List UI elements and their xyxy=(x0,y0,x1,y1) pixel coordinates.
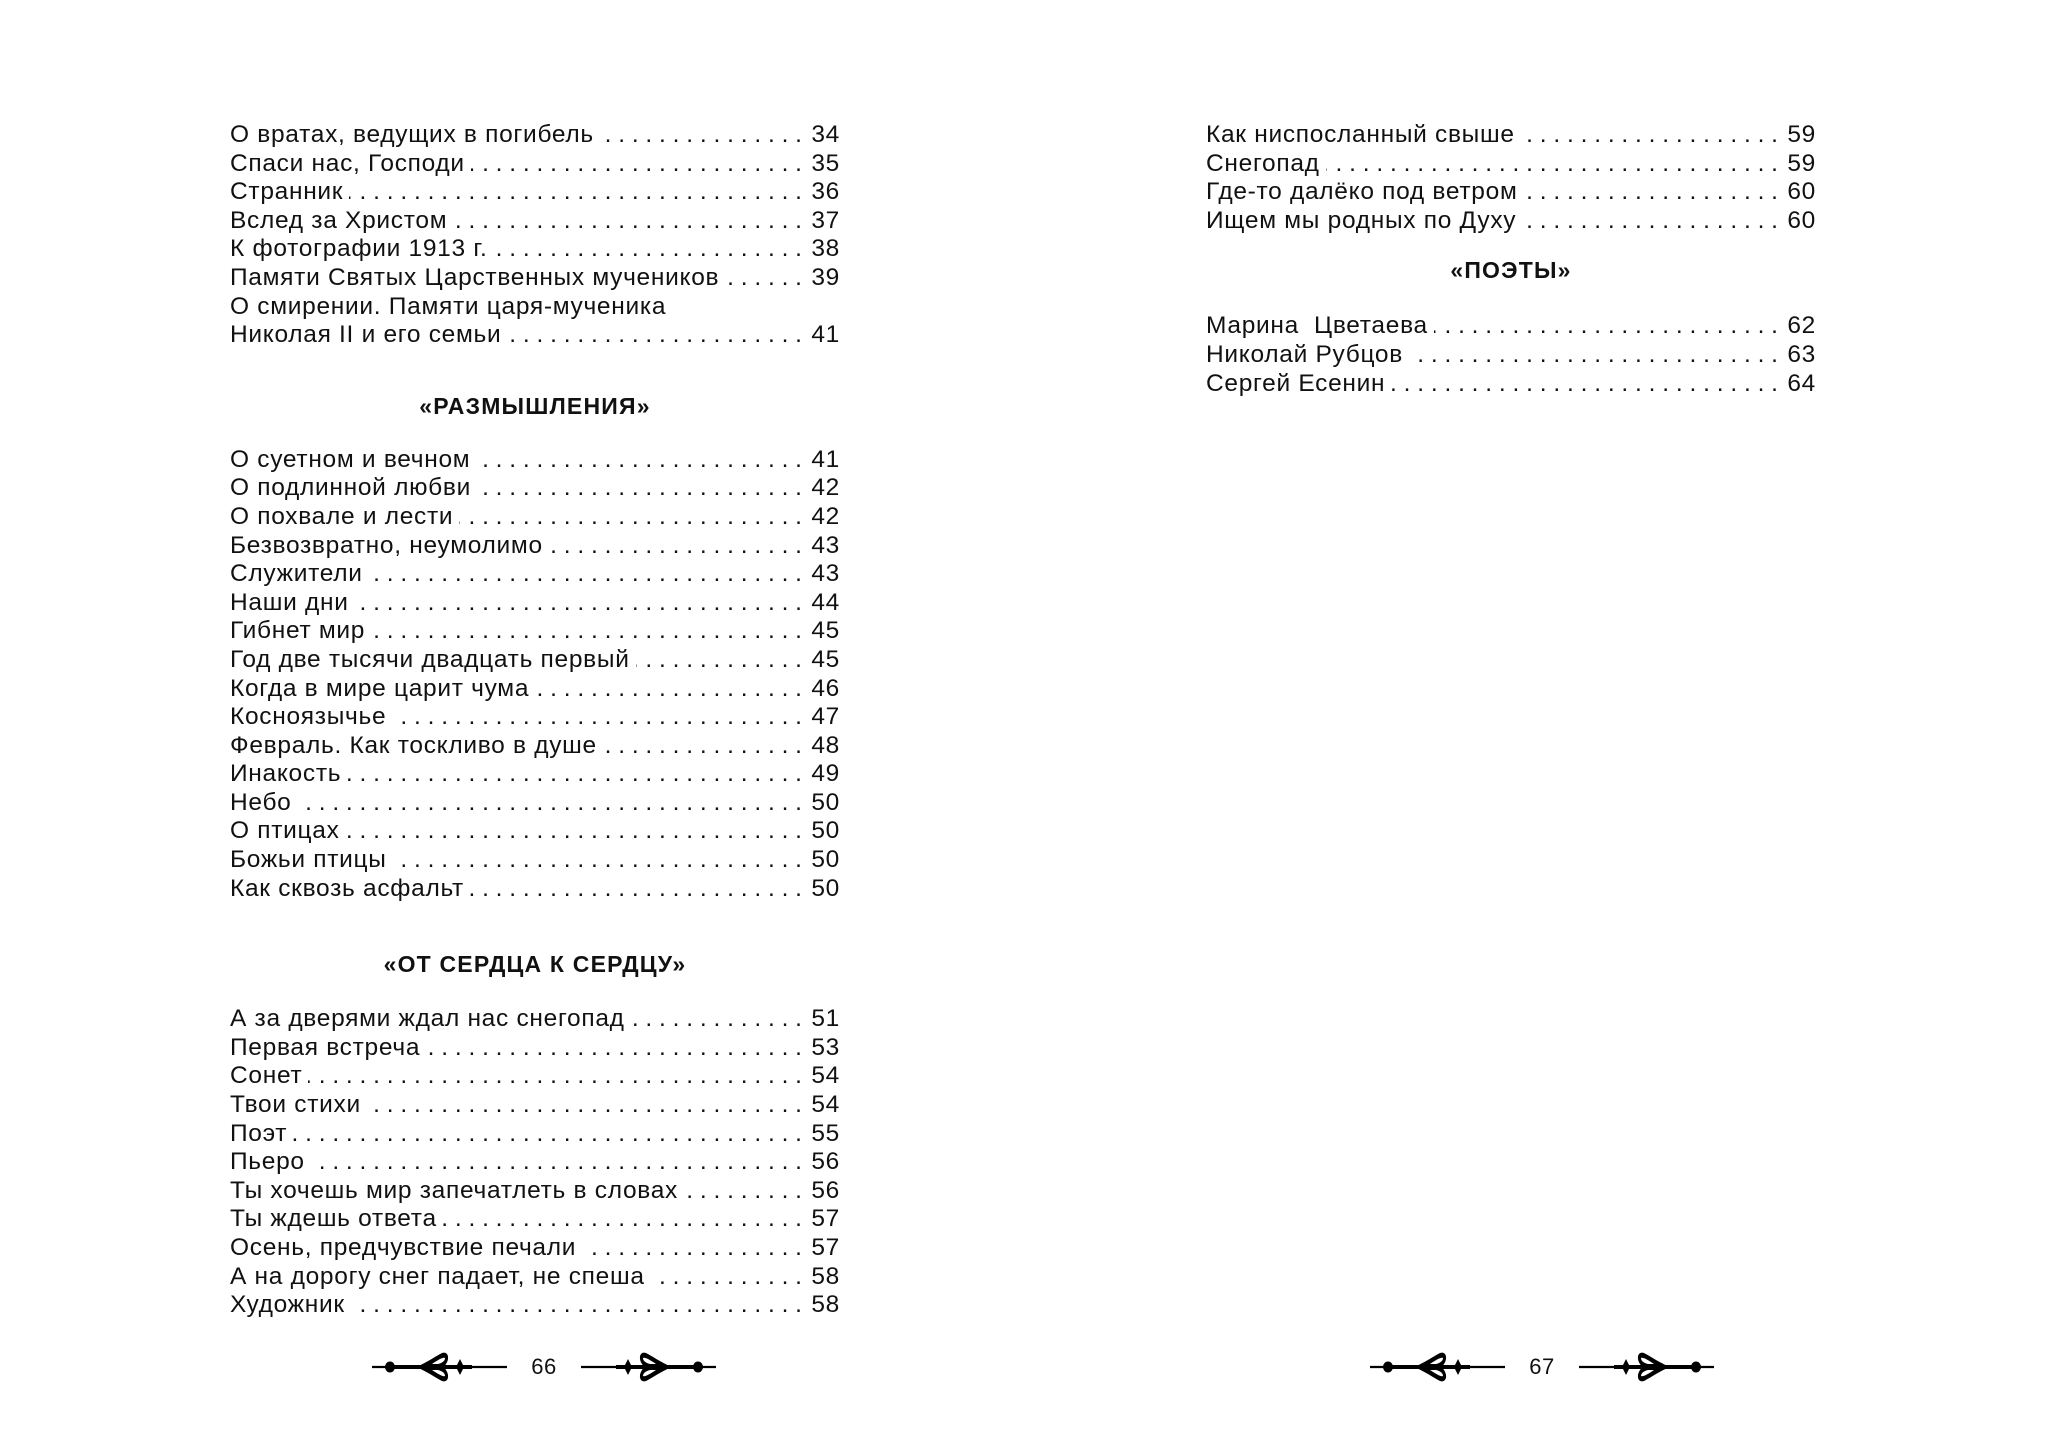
entry-title: К фотографии 1913 г. xyxy=(230,235,488,263)
entry-page-number: 50 xyxy=(811,874,840,902)
toc-entry[interactable] xyxy=(1206,207,1816,236)
entry-title: Год две тысячи двадцать первый xyxy=(230,645,630,673)
entry-title: Наши дни xyxy=(230,588,349,616)
dot-leader xyxy=(293,1120,802,1149)
toc-entry[interactable] xyxy=(230,1034,840,1063)
entry-page-number: 44 xyxy=(811,588,840,616)
page-number: 66 xyxy=(531,1354,557,1379)
entry-page-number: 39 xyxy=(811,263,840,291)
entry-title: Гибнет мир xyxy=(230,617,366,645)
entry-page-number: 41 xyxy=(811,321,840,349)
entry-page-number: 58 xyxy=(811,1291,840,1319)
dot-leader xyxy=(311,1148,802,1177)
toc-entry[interactable] xyxy=(1206,312,1816,341)
dot-leader xyxy=(476,446,802,475)
dot-leader xyxy=(298,789,802,818)
fleuron-left-icon xyxy=(1370,1352,1510,1382)
entry-title: Сонет xyxy=(230,1062,303,1090)
entry-title: О вратах, ведущих в погибель xyxy=(230,121,594,148)
toc-entry[interactable] xyxy=(230,760,840,789)
entry-page-number: 59 xyxy=(1787,149,1816,177)
toc-entry[interactable] xyxy=(230,1263,840,1292)
toc-entry[interactable] xyxy=(230,207,840,236)
entry-page-number: 50 xyxy=(811,817,840,845)
entry-title-continued: Николая II и его семьи xyxy=(230,321,502,349)
entry-title: О птицах xyxy=(230,817,340,845)
dot-leader xyxy=(477,474,802,503)
dot-leader xyxy=(369,560,802,589)
toc-entry[interactable] xyxy=(1206,370,1816,399)
entry-title: Служители xyxy=(230,560,363,588)
entry-page-number: 45 xyxy=(811,617,840,645)
entry-page-number: 56 xyxy=(811,1148,840,1176)
fleuron-right-icon xyxy=(576,1352,716,1382)
toc-entry[interactable] xyxy=(1206,341,1816,370)
entry-page-number: 43 xyxy=(811,531,840,559)
toc-entry[interactable] xyxy=(230,1234,840,1263)
entry-page-number: 34 xyxy=(811,121,840,148)
toc-entry[interactable] xyxy=(230,1291,840,1320)
toc-entry[interactable] xyxy=(230,617,840,646)
entry-page-number: 36 xyxy=(811,178,840,206)
entry-page-number: 54 xyxy=(811,1091,840,1119)
toc-entry[interactable] xyxy=(230,121,840,150)
toc-entry[interactable] xyxy=(230,1148,840,1177)
page-number: 67 xyxy=(1529,1354,1555,1379)
section-heading: «РАЗМЫШЛЕНИЯ» xyxy=(419,392,651,419)
section-heading: «ПОЭТЫ» xyxy=(1450,257,1572,284)
dot-leader xyxy=(349,178,802,207)
entry-page-number: 47 xyxy=(811,703,840,731)
entry-page-number: 60 xyxy=(1787,206,1816,234)
entry-title: Ты ждешь ответа xyxy=(230,1205,437,1233)
toc-entry[interactable] xyxy=(230,1005,840,1034)
dot-leader xyxy=(1391,370,1778,399)
toc-entry[interactable] xyxy=(230,1177,840,1206)
entry-title: Пьеро xyxy=(230,1148,305,1176)
toc-entry[interactable] xyxy=(230,178,840,207)
toc-entry-line2[interactable] xyxy=(230,321,840,350)
entry-title: Вслед за Христом xyxy=(230,206,448,234)
entry-title: О смирении. Памяти царя-мученика xyxy=(230,292,667,320)
toc-entry[interactable] xyxy=(230,675,840,704)
entry-title: Памяти Святых Царственных мучеников xyxy=(230,263,720,291)
entry-page-number: 57 xyxy=(811,1234,840,1261)
entry-title: О похвале и лести xyxy=(230,502,454,530)
entry-page-number: 50 xyxy=(811,788,840,816)
dot-leader xyxy=(1326,150,1778,179)
entry-page-number: 42 xyxy=(811,502,840,530)
entry-title: Как ниспосланный свыше xyxy=(1206,121,1515,148)
table-of-contents xyxy=(230,121,840,1320)
entry-title: Поэт xyxy=(230,1119,288,1147)
entry-title: Николай Рубцов xyxy=(1206,340,1403,368)
toc-entry[interactable] xyxy=(230,446,840,475)
dot-leader xyxy=(371,617,802,646)
dot-leader xyxy=(1523,178,1778,207)
entry-title: Когда в мире царит чума xyxy=(230,674,530,702)
toc-entry[interactable] xyxy=(230,1091,840,1120)
toc-entry[interactable] xyxy=(1206,178,1816,207)
toc-entry[interactable] xyxy=(230,1120,840,1149)
dot-leader xyxy=(651,1263,802,1292)
entry-page-number: 53 xyxy=(811,1033,840,1061)
entry-page-number: 62 xyxy=(1787,312,1816,340)
entry-title: Марина Цветаева xyxy=(1206,312,1428,340)
dot-leader xyxy=(392,703,802,732)
entry-title: Небо xyxy=(230,788,292,816)
toc-entry[interactable] xyxy=(230,846,840,875)
entry-page-number: 59 xyxy=(1787,121,1816,148)
toc-entry[interactable] xyxy=(230,1062,840,1091)
toc-entry[interactable] xyxy=(230,474,840,503)
toc-entry[interactable] xyxy=(230,1205,840,1234)
toc-entry[interactable] xyxy=(230,150,840,179)
entry-title: Снегопад xyxy=(1206,149,1320,177)
entry-page-number: 41 xyxy=(811,445,840,473)
page-footer xyxy=(1370,1352,1714,1382)
entry-page-number: 42 xyxy=(811,474,840,502)
entry-title: Сергей Есенин xyxy=(1206,369,1386,397)
entry-page-number: 54 xyxy=(811,1062,840,1090)
entry-page-number: 49 xyxy=(811,760,840,788)
dot-leader xyxy=(636,646,802,675)
entry-title: Косноязычье xyxy=(230,703,387,731)
toc-entry[interactable] xyxy=(230,264,840,293)
entry-title: Спаси нас, Господи xyxy=(230,149,465,177)
dot-leader xyxy=(346,817,802,846)
toc-entry[interactable] xyxy=(1206,121,1816,150)
entry-page-number: 60 xyxy=(1787,178,1816,206)
dot-leader xyxy=(393,846,802,875)
dot-leader xyxy=(549,532,802,561)
dot-leader xyxy=(600,121,802,150)
entry-page-number: 38 xyxy=(811,235,840,263)
entry-title: О суетном и вечном xyxy=(230,445,471,473)
entry-page-number: 37 xyxy=(811,206,840,234)
entry-page-number: 58 xyxy=(811,1262,840,1290)
dot-leader xyxy=(367,1091,802,1120)
toc-entry[interactable] xyxy=(230,646,840,675)
entry-title: Первая встреча xyxy=(230,1033,421,1061)
entry-page-number: 45 xyxy=(811,645,840,673)
section-heading: «ОТ СЕРДЦА К СЕРДЦУ» xyxy=(383,951,687,978)
right-page xyxy=(1029,0,2058,1454)
dot-leader xyxy=(347,760,802,789)
entry-title: Твои стихи xyxy=(230,1091,361,1119)
dot-leader xyxy=(535,675,802,704)
entry-title: А на дорогу снег падает, не спеша xyxy=(230,1262,645,1290)
toc-entry[interactable] xyxy=(230,560,840,589)
fleuron-right-icon xyxy=(1574,1352,1714,1382)
dot-leader xyxy=(603,732,802,761)
entry-title: А за дверями ждал нас снегопад xyxy=(230,1005,625,1033)
entry-title: Ты хочешь мир запечатлеть в словах xyxy=(230,1176,679,1204)
dot-leader xyxy=(493,235,802,264)
dot-leader xyxy=(1522,207,1778,236)
dot-leader xyxy=(355,589,802,618)
entry-page-number: 46 xyxy=(811,674,840,702)
fleuron-left-icon xyxy=(372,1352,512,1382)
toc-entry[interactable] xyxy=(230,732,840,761)
dot-leader xyxy=(426,1034,802,1063)
entry-page-number: 64 xyxy=(1787,369,1816,397)
dot-leader xyxy=(470,875,802,904)
dot-leader xyxy=(1409,341,1778,370)
entry-page-number: 35 xyxy=(811,149,840,177)
entry-title: Февраль. Как тоскливо в душе xyxy=(230,731,597,759)
dot-leader xyxy=(582,1234,802,1263)
entry-title: Безвозвратно, неумолимо xyxy=(230,531,543,559)
dot-leader xyxy=(1434,312,1778,341)
toc-entry[interactable] xyxy=(230,589,840,618)
entry-title: Как сквозь асфальт xyxy=(230,874,464,902)
dot-leader xyxy=(351,1291,802,1320)
toc-entry[interactable] xyxy=(230,503,840,532)
entry-title: Осень, предчувствие печали xyxy=(230,1234,577,1261)
dot-leader xyxy=(453,207,802,236)
entry-title: Инакость xyxy=(230,760,342,788)
entry-page-number: 55 xyxy=(811,1119,840,1147)
toc-entry[interactable] xyxy=(230,875,840,904)
entry-title: Где-то далёко под ветром xyxy=(1206,178,1518,206)
page-footer xyxy=(372,1352,716,1382)
dot-leader xyxy=(443,1205,802,1234)
dot-leader xyxy=(308,1062,802,1091)
dot-leader xyxy=(631,1005,802,1034)
entry-page-number: 50 xyxy=(811,846,840,874)
entry-page-number: 56 xyxy=(811,1176,840,1204)
entry-page-number: 57 xyxy=(811,1205,840,1233)
dot-leader xyxy=(1521,121,1778,150)
toc-entry-line1[interactable] xyxy=(230,293,840,322)
toc-entry[interactable] xyxy=(230,789,840,818)
entry-title: О подлинной любви xyxy=(230,474,471,502)
toc-entry[interactable] xyxy=(230,532,840,561)
toc-entry[interactable] xyxy=(230,235,840,264)
entry-title: Божьи птицы xyxy=(230,846,387,874)
toc-entry[interactable] xyxy=(230,703,840,732)
entry-title: Художник xyxy=(230,1291,345,1319)
entry-page-number: 63 xyxy=(1787,340,1816,368)
entry-page-number: 43 xyxy=(811,560,840,588)
dot-leader xyxy=(471,150,802,179)
dot-leader xyxy=(684,1177,802,1206)
dot-leader xyxy=(459,503,802,532)
toc-entry[interactable] xyxy=(230,817,840,846)
entry-title: Странник xyxy=(230,178,344,206)
dot-leader xyxy=(725,264,802,293)
table-of-contents xyxy=(1206,121,1816,398)
dot-leader xyxy=(507,321,802,350)
entry-title: Ищем мы родных по Духу xyxy=(1206,206,1517,234)
entry-page-number: 48 xyxy=(811,731,840,759)
entry-page-number: 51 xyxy=(811,1005,840,1033)
toc-entry[interactable] xyxy=(1206,150,1816,179)
